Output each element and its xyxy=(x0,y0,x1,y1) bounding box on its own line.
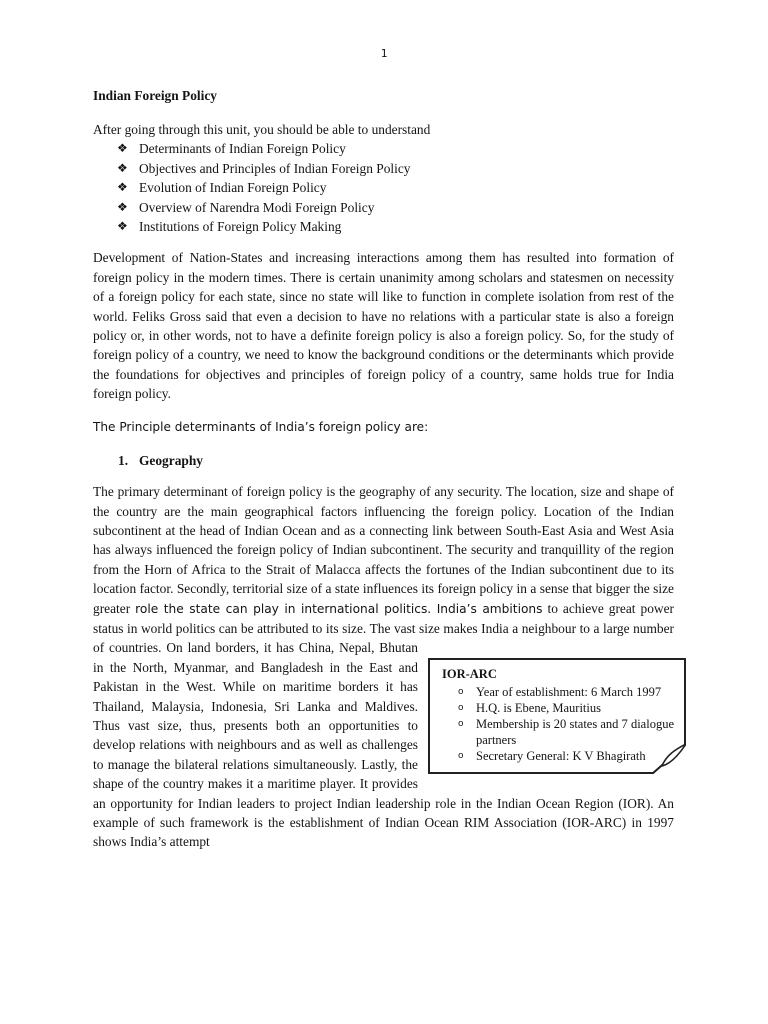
paragraph-geography: The primary determinant of foreign policy is the geography of any security. The location, size and shape of the country are the main geographical factors influencing the foreign policy. Location of the Indian subcontinent at the head of Indian Ocean and as a connecting link between South-East Asia and West Asia has always influenced the foreign policy of Indian subcontinent. The security and tranquillity of the region from the Horn of Africa to the Strait of Malacca affects the fortunes of the Indian subcontinent due to its location factor. Secondly, territorial size of a state influences its foreign policy in a sense that bigger the size greater role the state can play in international politics. India’s ambitions to achieve great power status in world politics can be attributed to its size. The vast size makes India a neighbour to a large IOR-ARC o Year of establishment: 6 March 1997 o H.Q. is Ebene, Mauritius o Membership is 20 states and 7 dialogue partners o Secretary General: K V Bhagirath number of countries. On land borders, it has China, Nepal, Bhutan in the North, Myanmar, and Bangladesh in the East and Pakistan in the West. While on maritime borders it has Thailand, Malaysia, Indonesia, Sri Lanka and Maldives. Thus vast size, thus, presents both an opportunities to develop relations with neighbours and as well as challenges to manage the bilateral relations simultaneously. Lastly, the shape of the country makes it a maritime player. It provides an opportunity for Indian leaders to project Indian leadership role in the Indian Ocean Region (IOR). An example of such framework is the establishment of Indian Ocean RIM Association (IOR-ARC) in 1997 shows India’s attempt xyxy=(93,482,674,852)
callout-item: o Year of establishment: 6 March 1997 xyxy=(458,685,662,700)
circle-bullet-icon: o xyxy=(458,719,464,730)
callout-list xyxy=(442,684,674,764)
ior-arc-callout-box xyxy=(428,658,686,774)
intro-text: After going through this unit, you should be able to understand xyxy=(93,122,431,137)
objectives-list xyxy=(93,139,674,236)
section-heading-geography xyxy=(93,451,674,470)
diamond-bullet-icon: ❖ xyxy=(117,141,128,156)
section-number: 1. xyxy=(118,452,129,468)
circle-bullet-icon: o xyxy=(458,687,464,698)
objective-item: ❖ Objectives and Principles of Indian Foreign Policy xyxy=(93,159,674,178)
document-title: Indian Foreign Policy xyxy=(93,88,218,103)
page-number: 1 xyxy=(380,47,388,60)
section-title: Geography xyxy=(139,452,203,468)
callout-item: o Secretary General: K V Bhagirath xyxy=(458,749,646,764)
diamond-bullet-icon: ❖ xyxy=(117,160,128,175)
callout-title: IOR-ARC xyxy=(442,667,497,682)
determinants-intro: The Principle determinants of India’s foreign policy are: xyxy=(93,419,429,434)
objective-item: ❖ Evolution of Indian Foreign Policy xyxy=(93,178,674,197)
diamond-bullet-icon: ❖ xyxy=(117,219,128,234)
diamond-bullet-icon: ❖ xyxy=(117,180,128,195)
callout-item: o Membership is 20 states and 7 dialogue partners xyxy=(458,717,674,748)
diamond-bullet-icon: ❖ xyxy=(117,199,128,214)
page-content xyxy=(93,86,674,852)
folded-corner-icon xyxy=(652,744,686,774)
objective-item: ❖ Determinants of Indian Foreign Policy xyxy=(93,139,674,158)
callout-item: o H.Q. is Ebene, Mauritius xyxy=(458,701,601,716)
objective-item: ❖ Overview of Narendra Modi Foreign Policy xyxy=(93,198,674,217)
objective-item: ❖ Institutions of Foreign Policy Making xyxy=(93,217,674,236)
paragraph-nation-states: Development of Nation-States and increasing interactions among them has resulted into formation of foreign policy in the modern times. There is certain unanimity among scholars and statesmen on necessity of a foreign policy for each state, since no state will like to function in complete isolation from rest of the world. Feliks Gross said that even a decision to have no relations with a particular state is also a foreign policy or, in other words, not to have a definite foreign policy is also a foreign policy. So, for the study of foreign policy of a country, we need to know the background conditions or the determinants which provide the foundations for objectives and principles of foreign policy of a country, same holds true for India foreign policy. xyxy=(93,250,674,402)
circle-bullet-icon: o xyxy=(458,703,464,714)
circle-bullet-icon: o xyxy=(458,751,464,762)
